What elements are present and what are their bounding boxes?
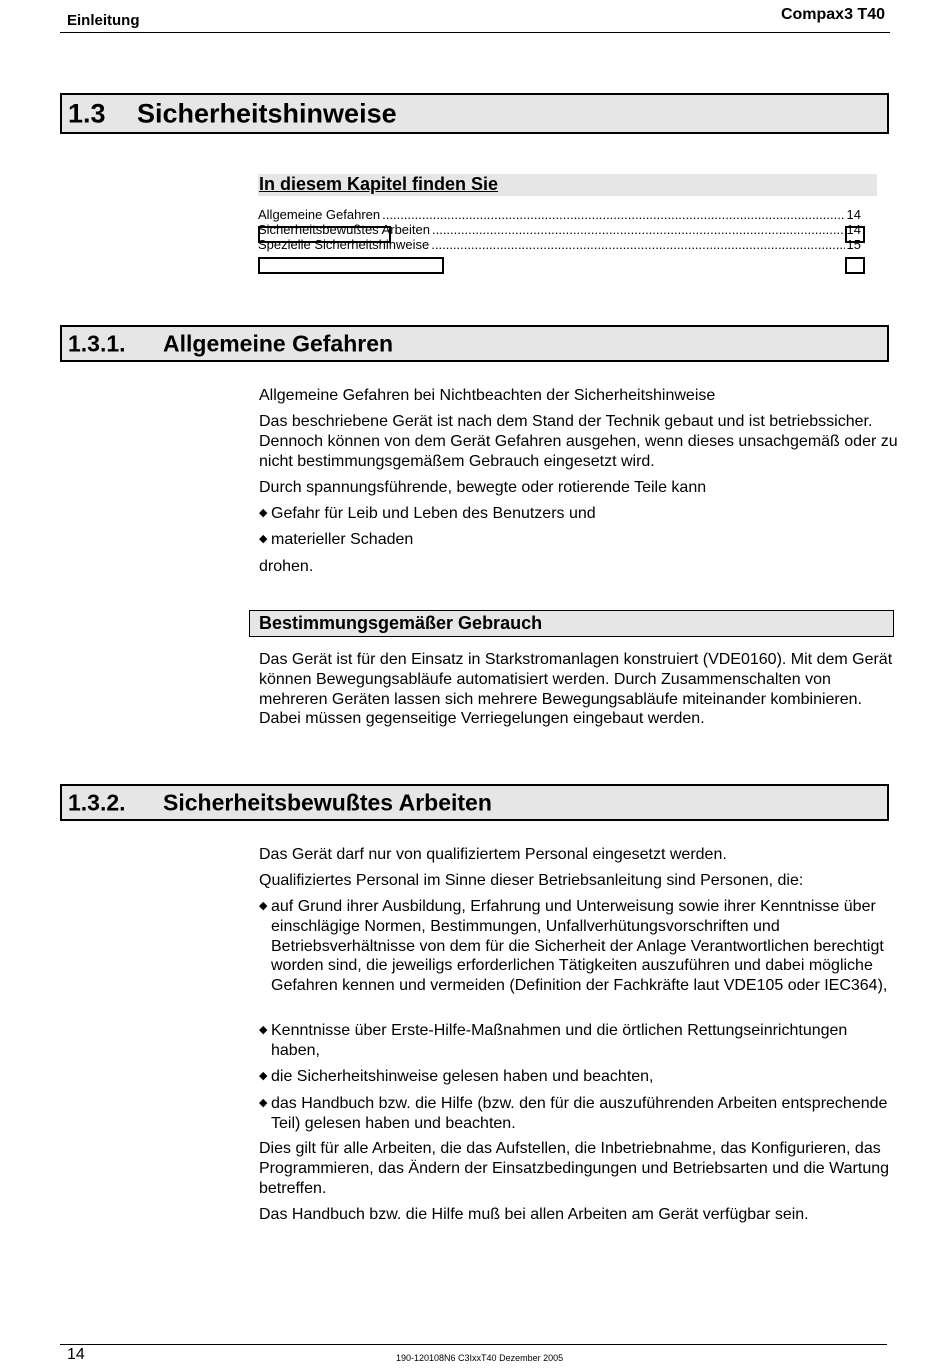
header-chapter: Einleitung [67, 12, 140, 29]
bullet-item [259, 530, 899, 550]
subsection-heading [60, 784, 889, 821]
page-number: 14 [67, 1346, 85, 1363]
bullet-diamond-icon: ◆ [259, 1097, 268, 1109]
section-number: 1.3 [68, 98, 106, 128]
bullet-text: auf Grund ihrer Ausbildung, Erfahrung und Unterweisung sowie ihrer Kenntnisse über einschlägige Normen, Bestimmungen, Unfallverhütungsvorschriften und Betriebsverhältnisse von dem für die Sicherheit der Anlage Verantwortlichen berechtigt worden sind, die jeweiligs erforderlichen Tätigkeiten auszuführen und dabei mögliche Gefahren kennen und vermeiden (Definition der Fachkräfte laut VDE105 oder IEC364), [271, 898, 888, 995]
paragraph: Allgemeine Gefahren bei Nichtbeachten der Sicherheitshinweise [259, 387, 716, 404]
toc-entry-page: 15 [846, 237, 861, 252]
bullet-item [259, 897, 899, 996]
bullet-text: die Sicherheitshinweise gelesen haben und beachten, [271, 1068, 654, 1085]
bullet-text: das Handbuch bzw. die Hilfe (bzw. den für die auszuführenden Arbeiten entsprechende Teil) gelesen haben und beachten. [271, 1095, 888, 1132]
subsection-number: 1.3.1. [68, 330, 126, 356]
bullet-diamond-icon: ◆ [259, 507, 268, 519]
paragraph: drohen. [259, 558, 314, 575]
toc-entry-page: 14 [846, 207, 861, 222]
paragraph: Qualifiziertes Personal im Sinne dieser Betriebsanleitung sind Personen, die: [259, 872, 804, 889]
paragraph: Dies gilt für alle Arbeiten, die das Aufstellen, die Inbetriebnahme, das Konfigurieren, das Programmieren, das Ändern der Einsatzbedingungen und Betriebsarten und die Wartung betreffen. [259, 1140, 890, 1197]
paragraph: Das Gerät ist für den Einsatz in Starkstromanlagen konstruiert (VDE0160). Mit dem Gerät können Bewegungsabläufe automatisiert werden. Durch Zusammenschalten von mehreren Geräten lassen sich mehrere Bewegungsabläufe miteinander kombinieren. Dabei müssen gegenseitige Verriegelungen eingebaut werden. [259, 651, 893, 728]
section-heading [60, 93, 889, 134]
subheading-box [249, 610, 894, 637]
subsection-title: Sicherheitsbewußtes Arbeiten [163, 789, 492, 815]
subsection-number: 1.3.2. [68, 789, 126, 815]
toc-heading-box [258, 174, 877, 196]
bullet-item [259, 1067, 899, 1087]
paragraph: Durch spannungsführende, bewegte oder rotierende Teile kann [259, 479, 707, 496]
bullet-diamond-icon: ◆ [259, 1070, 268, 1082]
bullet-text: Kenntnisse über Erste-Hilfe-Maßnahmen und die örtlichen Rettungseinrichtungen haben, [271, 1022, 848, 1059]
bullet-item [259, 1094, 899, 1134]
toc-field-frame [258, 257, 444, 274]
header-product: Compax3 T40 [780, 6, 885, 23]
bullet-diamond-icon: ◆ [259, 1024, 268, 1036]
header-rule [60, 32, 890, 33]
toc-field-frame [845, 226, 865, 243]
toc-entry-label: Allgemeine Gefahren [258, 207, 381, 222]
subheading-title: Bestimmungsgemäßer Gebrauch [259, 613, 543, 633]
toc-field-frame [258, 226, 391, 243]
bullet-text: materieller Schaden [271, 531, 414, 548]
footer-rule [60, 1344, 887, 1345]
section-title: Sicherheitshinweise [137, 98, 397, 128]
toc-entry-page: 14 [846, 222, 861, 237]
bullet-item [259, 1021, 899, 1061]
paragraph: Das Handbuch bzw. die Hilfe muß bei allen Arbeiten am Gerät verfügbar sein. [259, 1206, 809, 1223]
subsection-title: Allgemeine Gefahren [163, 330, 394, 356]
toc-leader [431, 237, 844, 252]
bullet-text: Gefahr für Leib und Leben des Benutzers und [271, 505, 596, 522]
toc-leader [432, 222, 845, 237]
paragraph: Das Gerät darf nur von qualifiziertem Personal eingesetzt werden. [259, 846, 727, 863]
paragraph: Das beschriebene Gerät ist nach dem Stand der Technik gebaut und ist betriebssicher. Dennoch können von dem Gerät Gefahren ausgehen, wenn dieses unsachgemäß oder zu nicht bestimmungsgemäßem Gebrauch eingesetzt wird. [259, 413, 898, 470]
bullet-diamond-icon: ◆ [259, 900, 268, 912]
toc-entry-label: Sicherheitsbewußtes Arbeiten [258, 222, 430, 237]
toc-leader [382, 207, 844, 222]
toc-heading: In diesem Kapitel finden Sie [259, 174, 499, 194]
toc-field-frame [845, 257, 865, 274]
bullet-item [259, 504, 899, 524]
toc-entry[interactable] [258, 207, 861, 222]
bullet-diamond-icon: ◆ [259, 533, 268, 545]
toc-entry-label: Spezielle Sicherheitshinweise [258, 237, 430, 252]
subsection-heading [60, 325, 889, 362]
document-id: 190-120108N6 C3IxxT40 Dezember 2005 [396, 1353, 564, 1363]
